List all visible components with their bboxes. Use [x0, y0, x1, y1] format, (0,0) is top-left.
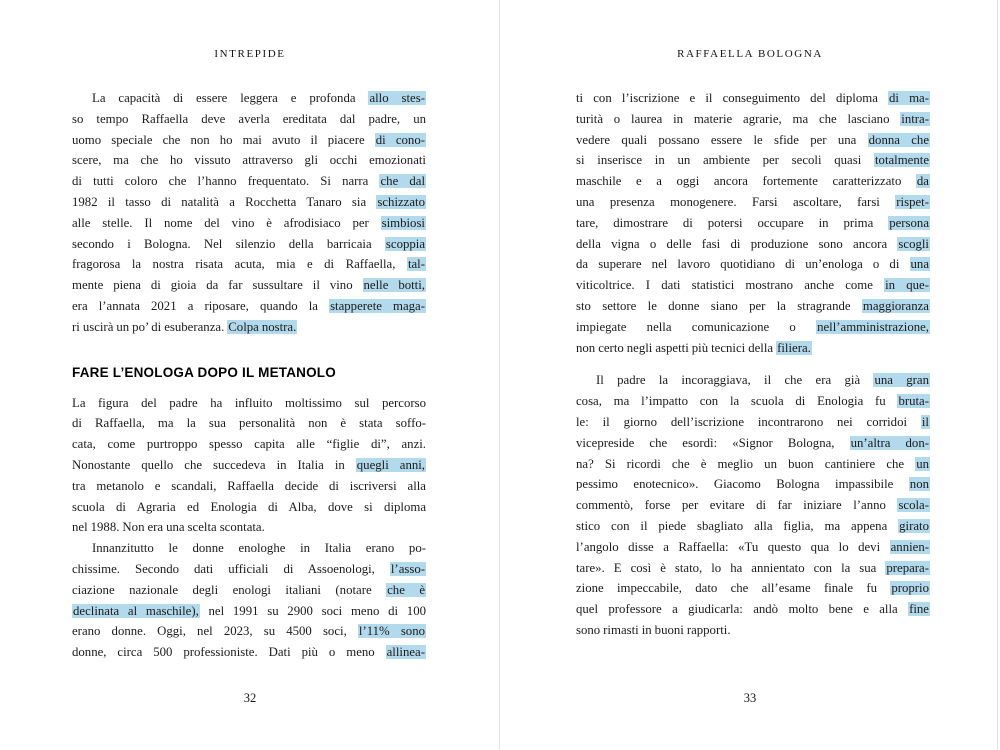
text-line — [72, 88, 426, 109]
right-text-column — [576, 88, 930, 641]
text-line — [576, 578, 930, 599]
highlighted-text: girato — [899, 518, 929, 533]
text-segment: fragorosa la nostra risata acuta, mia e di Raffaella, — [72, 257, 407, 272]
text-segment: era l’annata 2021 a riposare, quando la — [72, 298, 330, 313]
text-line — [72, 275, 426, 296]
paragraph — [72, 393, 426, 539]
text-segment: pessimo enotecnico». Giacomo Bologna impassibile — [576, 477, 909, 492]
highlighted-text: allinea- — [386, 645, 425, 660]
highlighted-text: annien- — [890, 539, 929, 554]
text-line — [576, 275, 930, 296]
highlighted-text: declinata al maschile), — [73, 603, 199, 618]
text-segment: di tutti coloro che l’hanno frequentato. Si narra — [72, 174, 380, 189]
text-segment: della vigna o delle fasi di produzione sono ancora — [576, 236, 898, 251]
highlighted-text: nelle botti, — [363, 278, 425, 293]
page-number-right: 33 — [743, 691, 757, 705]
text-segment: alle stelle. Il nome del vino è afrodisiaco per — [72, 215, 381, 230]
text-segment: mente piena di gioia da far sussultare il vino — [72, 278, 363, 293]
highlighted-text: nell’amministrazione, — [817, 319, 929, 334]
highlighted-text: che è — [387, 582, 425, 597]
text-line — [72, 476, 426, 497]
highlighted-text: maggioranza — [862, 298, 929, 313]
highlighted-text: una — [910, 257, 929, 272]
text-line — [576, 109, 930, 130]
text-segment: donne, circa 500 professioniste. Dati più o meno — [72, 645, 386, 660]
text-segment: ti con l’iscrizione e il conseguimento del diploma — [576, 91, 889, 105]
text-line — [72, 192, 426, 213]
highlighted-text: l’asso- — [390, 561, 425, 576]
text-segment: Innanzitutto le donne enologhe in Italia erano po- — [92, 541, 426, 556]
text-line — [576, 171, 930, 192]
highlighted-text: bruta- — [898, 394, 929, 409]
text-line — [72, 642, 426, 663]
text-line — [72, 213, 426, 234]
text-line — [576, 254, 930, 275]
text-line — [72, 234, 426, 255]
highlighted-text: simbiosi — [381, 215, 425, 230]
highlighted-text: intra- — [901, 111, 929, 126]
highlighted-text: quegli anni, — [356, 457, 425, 472]
text-line — [576, 370, 930, 391]
text-line — [72, 171, 426, 192]
text-segment: cata, come purtroppo spesso capita alle “figlie di”, anzi. — [72, 437, 426, 452]
text-line — [576, 516, 930, 537]
highlighted-text: da — [916, 174, 929, 189]
text-segment: scuola di Agraria ed Enologia di Alba, dove si diploma — [72, 499, 426, 514]
text-segment: scere, ma che ho vissuto attraverso gli occhi emozionati — [72, 153, 426, 168]
text-line — [72, 559, 426, 580]
text-line — [576, 412, 930, 433]
text-segment: na? Si ricordi che è meglio un buon cantiniere che — [576, 456, 916, 471]
highlighted-text: un — [916, 456, 929, 471]
text-line — [576, 130, 930, 151]
text-segment: sono rimasti in buoni rapporti. — [576, 622, 731, 637]
text-segment: ciazione nazionale degli enologi italiani (notare — [72, 582, 387, 597]
text-line — [72, 538, 426, 559]
text-segment: commentò, forse per evitare di far iniziare l’anno — [576, 498, 898, 513]
text-segment: erano donne. Oggi, nel 2023, su 4500 soci, — [72, 624, 358, 639]
text-line — [72, 254, 426, 275]
text-segment: so tempo Raffaella deve averla ereditata dal padre, un — [72, 111, 426, 126]
text-line — [72, 621, 426, 642]
text-line — [72, 497, 426, 518]
highlighted-text: scoppia — [385, 236, 425, 251]
left-text-column — [72, 88, 426, 663]
text-segment: di Raffaella, ma la sua personalità non è stata soffo- — [72, 416, 426, 431]
text-segment: Nonostante quello che succedeva in Italia in — [72, 457, 356, 472]
text-segment: tare». E così è stato, lo ha annientato con la sua — [576, 560, 886, 575]
highlighted-text: proprio — [891, 581, 929, 596]
highlighted-text: che dal — [380, 174, 425, 189]
text-segment: non certo negli aspetti più tecnici della — [576, 340, 777, 355]
highlighted-text: prepara- — [886, 560, 929, 575]
text-line — [72, 601, 426, 622]
text-line — [72, 413, 426, 434]
paragraph — [576, 370, 930, 640]
text-line — [576, 495, 930, 516]
highlighted-text: scola- — [898, 498, 929, 513]
text-segment: sto settore le donne siano per la stragrande — [576, 298, 862, 313]
text-line — [576, 558, 930, 579]
highlighted-text: non — [909, 477, 929, 492]
highlighted-text: donna che — [868, 132, 930, 147]
highlighted-text: totalmente — [874, 153, 929, 168]
text-line — [72, 580, 426, 601]
highlighted-text: l’11% sono — [358, 624, 425, 639]
text-segment: l’angolo disse a Raffaella: «Tu questo qua lo devi — [576, 539, 890, 554]
text-line — [576, 433, 930, 454]
text-line — [576, 296, 930, 317]
highlighted-text: allo stes- — [369, 91, 425, 105]
highlighted-text: persona — [889, 215, 929, 230]
text-segment: impiegate nella comunicazione o — [576, 319, 817, 334]
section-heading: FARE L’ENOLOGA DOPO IL METANOLO — [72, 364, 336, 380]
text-segment: cosa, ma l’impatto con la scuola di Enologia fu — [576, 394, 898, 409]
running-head-right: RAFFAELLA BOLOGNA — [677, 48, 823, 60]
text-segment: Il padre la incoraggiava, il che era già — [596, 373, 874, 388]
highlighted-text: fine — [909, 602, 929, 617]
paragraph — [576, 88, 930, 358]
text-segment: tra metanolo e scandali, Raffaella decide di iscriversi alla — [72, 478, 426, 493]
text-segment: turità o laurea in materie agrarie, ma che lasciano — [576, 111, 901, 126]
text-line — [576, 338, 930, 359]
highlighted-text: una gran — [874, 373, 930, 388]
text-segment: maschile e a oggi ancora fortemente caratterizzato — [576, 174, 916, 189]
paragraph — [72, 538, 426, 663]
text-segment: viticoltrice. I dati statistici mostrano anche come — [576, 278, 885, 293]
text-segment: vedere quali possano essere le sfide per una — [576, 132, 868, 147]
text-segment: La capacità di essere leggera e profonda — [92, 91, 369, 105]
highlighted-text: scogli — [898, 236, 929, 251]
text-segment: una presenza monogenere. Farsi ascoltare, farsi — [576, 194, 896, 209]
text-line — [576, 213, 930, 234]
text-segment: vicepreside che esordì: «Signor Bologna, — [576, 435, 850, 450]
text-segment: stico con il piede sbagliato alla figlia, ma appena — [576, 518, 899, 533]
text-segment: nel 1988. Non era una scelta scontata. — [72, 520, 265, 535]
text-line — [72, 150, 426, 171]
page-number-left: 32 — [243, 691, 257, 705]
text-line — [72, 109, 426, 130]
text-segment: nel 1991 su 2900 soci meno di 100 — [199, 603, 426, 618]
text-line — [576, 620, 930, 641]
highlighted-text: rispet- — [896, 194, 929, 209]
highlighted-text: un’altra don- — [850, 435, 929, 450]
paragraph — [72, 88, 426, 338]
text-segment: 1982 il tasso di natalità a Rocchetta Tanaro sia — [72, 194, 377, 209]
text-line — [72, 517, 426, 538]
text-segment: uomo speciale che non ho mai avuto il piacere — [72, 132, 375, 147]
text-line — [72, 434, 426, 455]
text-line — [72, 317, 426, 338]
text-line — [576, 391, 930, 412]
running-head-left: INTREPIDE — [214, 48, 286, 60]
right-page — [500, 0, 1000, 750]
text-segment: secondo i Bologna. Nel silenzio della barricaia — [72, 236, 385, 251]
text-segment: da superare nel lavoro quotidiano di un’enologa o di — [576, 257, 910, 272]
text-segment: zione impeccabile, dato che all’esame finale fu — [576, 581, 891, 596]
text-segment: ri uscirà un po’ di esuberanza. — [72, 319, 228, 334]
text-line — [72, 455, 426, 476]
highlighted-text: Colpa nostra. — [228, 319, 297, 334]
text-line — [576, 474, 930, 495]
highlighted-text: di ma- — [889, 91, 929, 105]
highlighted-text: stapperete maga- — [330, 298, 425, 313]
highlighted-text: di cono- — [375, 132, 425, 147]
text-line — [576, 88, 930, 109]
highlighted-text: il — [921, 414, 929, 429]
highlighted-text: filiera. — [777, 340, 811, 355]
text-line — [72, 296, 426, 317]
text-line — [576, 599, 930, 620]
page-gutter-divider — [499, 0, 500, 750]
text-line — [72, 393, 426, 414]
text-segment: chissime. Secondo dati ufficiali di Assoenologi, — [72, 561, 390, 576]
text-segment: quel professore a giudicarla: andò molto bene e alla — [576, 602, 909, 617]
text-segment: si inserisce in un ambiente per secoli quasi — [576, 153, 874, 168]
text-segment: La figura del padre ha influito moltissimo sul percorso — [72, 395, 426, 410]
highlighted-text: tal- — [407, 257, 425, 272]
text-line — [576, 150, 930, 171]
text-line — [576, 192, 930, 213]
text-line — [576, 317, 930, 338]
text-line — [576, 454, 930, 475]
text-line — [72, 130, 426, 151]
highlighted-text: schizzato — [377, 194, 425, 209]
text-line — [576, 234, 930, 255]
highlighted-text: in que- — [885, 278, 929, 293]
text-segment: le: il giorno dell’iscrizione incontrarono nei corridoi — [576, 414, 921, 429]
text-line — [576, 537, 930, 558]
page-edge-line — [997, 0, 998, 750]
text-segment: tare, dimostrare di potersi occupare in prima — [576, 215, 889, 230]
